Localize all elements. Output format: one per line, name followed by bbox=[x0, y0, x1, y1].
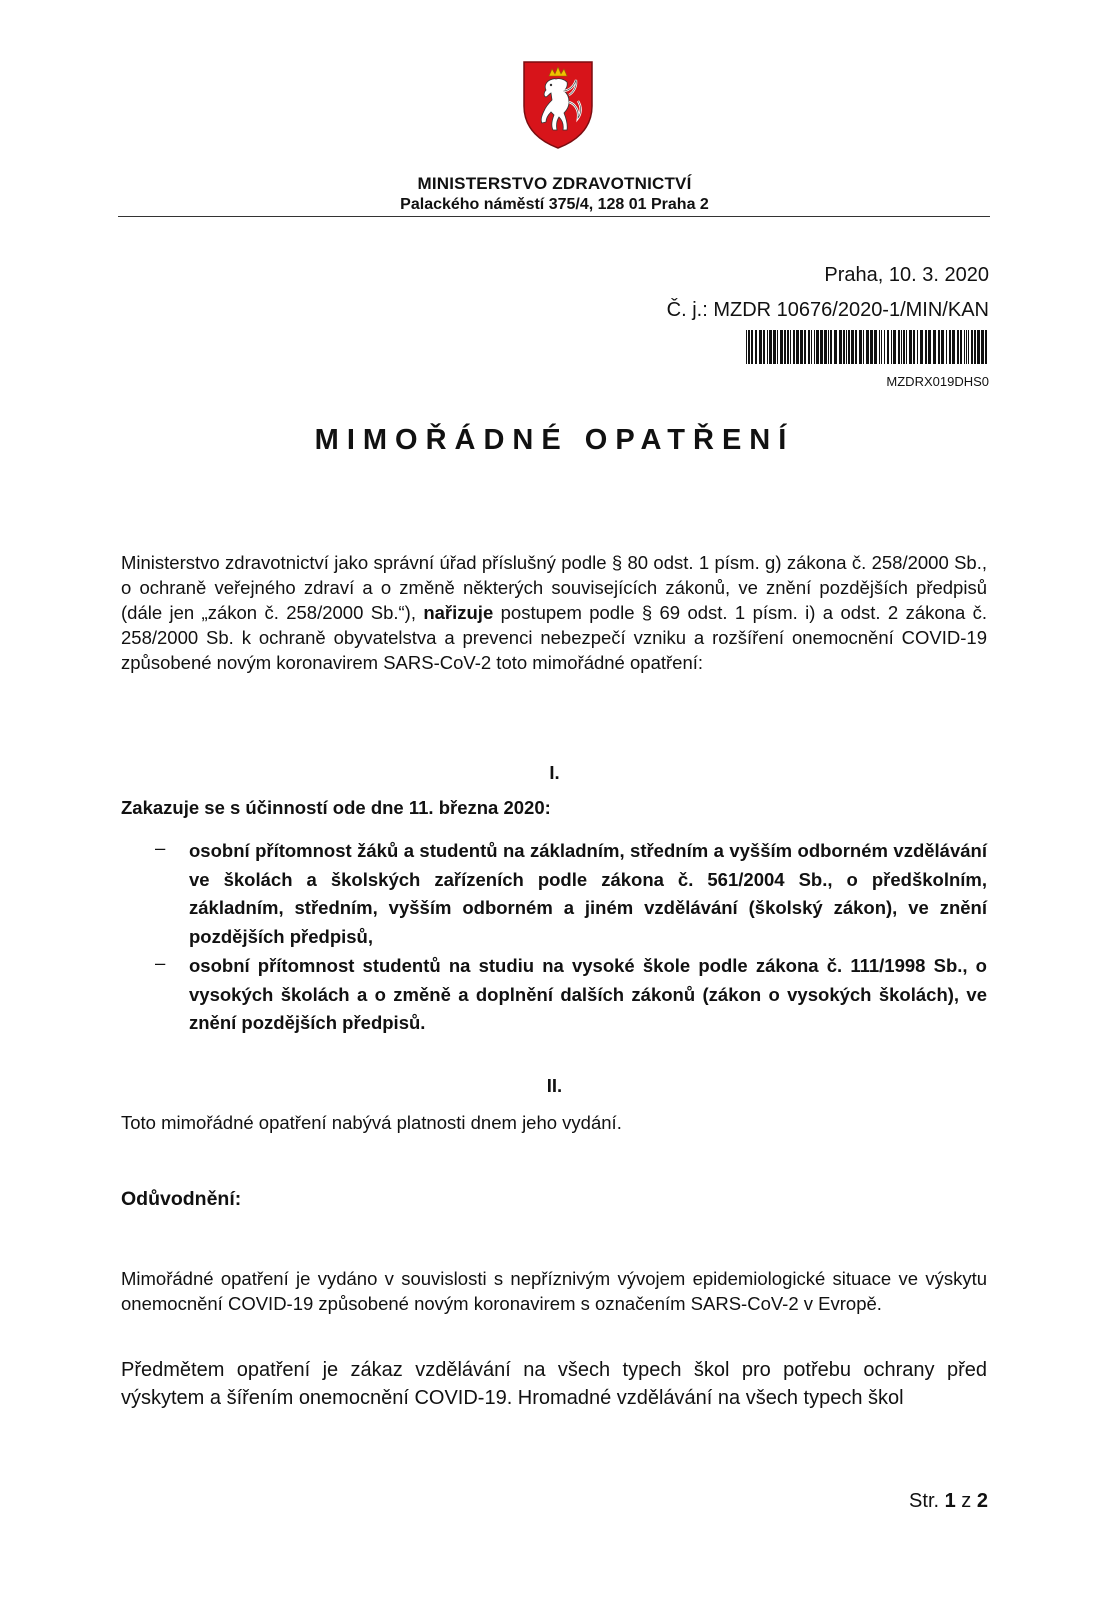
barcode-label: MZDRX019DHS0 bbox=[886, 374, 989, 389]
barcode-bar bbox=[834, 330, 837, 364]
barcode-bar bbox=[830, 330, 832, 364]
reference-number: Č. j.: MZDR 10676/2020-1/MIN/KAN bbox=[666, 299, 989, 321]
barcode-bar bbox=[903, 330, 905, 364]
justification-paragraph: Předmětem opatření je zákaz vzdělávání na všech typech škol pro potřebu ochrany před výskytem a šířením onemocnění COVID-19. Hromadné vzdělávání na všech typech škol bbox=[121, 1359, 987, 1409]
barcode-bar bbox=[773, 330, 776, 364]
barcode-bar bbox=[920, 330, 923, 364]
barcode-bar bbox=[938, 330, 940, 364]
barcode-bar bbox=[824, 330, 827, 364]
barcode-bar bbox=[881, 330, 882, 364]
ban-heading: Zakazuje se s účinností ode dne 11. března 2020: bbox=[121, 797, 551, 818]
section-number-2: II. bbox=[546, 1075, 563, 1096]
barcode-icon bbox=[746, 330, 988, 364]
barcode-bar bbox=[879, 330, 880, 364]
barcode-bar bbox=[787, 330, 789, 364]
barcode-bar bbox=[777, 330, 778, 364]
barcode-bar bbox=[957, 330, 959, 364]
section-number-1: I. bbox=[549, 762, 560, 783]
barcode-bar bbox=[901, 330, 902, 364]
barcode-bar bbox=[981, 330, 984, 364]
barcode-bar bbox=[949, 330, 951, 364]
barcode-bar bbox=[839, 330, 842, 364]
coat-of-arms-icon bbox=[522, 60, 594, 150]
barcode-bar bbox=[800, 330, 803, 364]
barcode-bar bbox=[804, 330, 806, 364]
justification-heading: Odůvodnění: bbox=[121, 1188, 242, 1210]
barcode-bar bbox=[898, 330, 900, 364]
barcode-bar bbox=[855, 330, 857, 364]
validity-statement: Toto mimořádné opatření nabývá platnosti dnem jeho vydání. bbox=[121, 1112, 622, 1133]
intro-text-end: postupem podle § 69 odst. 1 písm. i) a odst. 2 zákona č. 258/2000 Sb. k ochraně obyvatelstva a prevenci nebezpečí vzniku a rozšíření onemocnění COVID-19 způsobené novým koronavirem SARS-CoV-2 toto mimořádné opatření: bbox=[121, 602, 987, 673]
barcode-bar bbox=[851, 330, 854, 364]
barcode-bar bbox=[941, 330, 944, 364]
header-divider bbox=[118, 216, 990, 217]
barcode-bar bbox=[763, 330, 765, 364]
barcode-bar bbox=[780, 330, 783, 364]
barcode-bar bbox=[751, 330, 753, 364]
barcode-bar bbox=[985, 330, 987, 364]
barcode-bar bbox=[946, 330, 947, 364]
barcode-bar bbox=[870, 330, 873, 364]
barcode-bar bbox=[977, 330, 980, 364]
barcode-bar bbox=[759, 330, 762, 364]
barcode-bar bbox=[874, 330, 877, 364]
barcode-bar bbox=[974, 330, 976, 364]
barcode-bar bbox=[793, 330, 795, 364]
barcode-bar bbox=[968, 330, 969, 364]
page-current: 1 bbox=[944, 1490, 956, 1512]
barcode-bar bbox=[863, 330, 864, 364]
page-separator: z bbox=[955, 1490, 977, 1512]
intro-bold-verb: nařizuje bbox=[423, 602, 494, 623]
barcode-bar bbox=[746, 330, 747, 364]
barcode-bar bbox=[925, 330, 927, 364]
barcode-bar bbox=[828, 330, 829, 364]
barcode-bar bbox=[846, 330, 847, 364]
list-item: osobní přítomnost žáků a studentů na základním, středním a vyšším odborném vzdělávání ve školách a školských zařízeních podle zákona č. 561/2004 Sb., o předškolním, základním, středním, vyšším odborném a jiném vzdělávání (školský zákon), ve znění pozdějších předpisů, bbox=[189, 840, 987, 948]
barcode-bar bbox=[769, 330, 772, 364]
barcode-bar bbox=[928, 330, 931, 364]
barcode-bar bbox=[960, 330, 962, 364]
barcode-bar bbox=[884, 330, 885, 364]
barcode-bar bbox=[966, 330, 967, 364]
barcode-bar bbox=[952, 330, 955, 364]
barcode-bar bbox=[859, 330, 862, 364]
barcode-bar bbox=[913, 330, 915, 364]
barcode-bar bbox=[767, 330, 768, 364]
barcode-bar bbox=[964, 330, 965, 364]
page-indicator bbox=[909, 1490, 988, 1513]
barcode-bar bbox=[755, 330, 757, 364]
barcode-bar bbox=[866, 330, 869, 364]
barcode-bar bbox=[748, 330, 750, 364]
barcode-bar bbox=[820, 330, 823, 364]
document-title: MIMOŘÁDNÉ OPATŘENÍ bbox=[314, 424, 795, 456]
barcode-bar bbox=[811, 330, 812, 364]
barcode-bar bbox=[784, 330, 786, 364]
page-total: 2 bbox=[976, 1490, 988, 1512]
barcode-bar bbox=[887, 330, 889, 364]
intro-text-start: Ministerstvo zdravotnictví jako správní úřad příslušný podle § 80 odst. 1 písm. g) zákona č. 258/2000 Sb., o ochraně veřejného zdraví a o změně některých souvisejících zákonů, ve znění pozdějších předpisů (dále jen „zákon č. 258/2000 Sb.“), bbox=[121, 552, 987, 623]
barcode-bar bbox=[814, 330, 815, 364]
barcode-bar bbox=[909, 330, 912, 364]
barcode-bar bbox=[906, 330, 907, 364]
barcode-bar bbox=[917, 330, 918, 364]
ministry-name: MINISTERSTVO ZDRAVOTNICTVÍ bbox=[417, 174, 692, 193]
intro-paragraph bbox=[121, 550, 987, 675]
barcode-bar bbox=[971, 330, 973, 364]
list-item: osobní přítomnost studentů na studiu na vysoké škole podle zákona č. 111/1998 Sb., o vysokých školách a o změně a doplnění dalších zákonů (zákon o vysokých školách), ve znění pozdějších předpisů. bbox=[189, 955, 987, 1034]
barcode-bar bbox=[808, 330, 810, 364]
bullet-dash: – bbox=[155, 952, 166, 973]
barcode-bar bbox=[843, 330, 845, 364]
barcode-bar bbox=[816, 330, 819, 364]
ministry-address: Palackého náměstí 375/4, 128 01 Praha 2 bbox=[400, 196, 709, 213]
barcode-bar bbox=[891, 330, 892, 364]
page-prefix: Str. bbox=[909, 1490, 945, 1512]
barcode-bar bbox=[796, 330, 799, 364]
barcode-bar bbox=[848, 330, 850, 364]
barcode-bar bbox=[790, 330, 791, 364]
justification-paragraph: Mimořádné opatření je vydáno v souvislosti s nepříznivým vývojem epidemiologické situace ve výskytu onemocnění COVID-19 způsobené novým koronavirem s označením SARS-CoV-2 v Evropě. bbox=[121, 1268, 987, 1314]
barcode-bar bbox=[933, 330, 936, 364]
bullet-dash: – bbox=[155, 837, 166, 858]
barcode-bar bbox=[893, 330, 896, 364]
document-date: Praha, 10. 3. 2020 bbox=[824, 264, 989, 286]
